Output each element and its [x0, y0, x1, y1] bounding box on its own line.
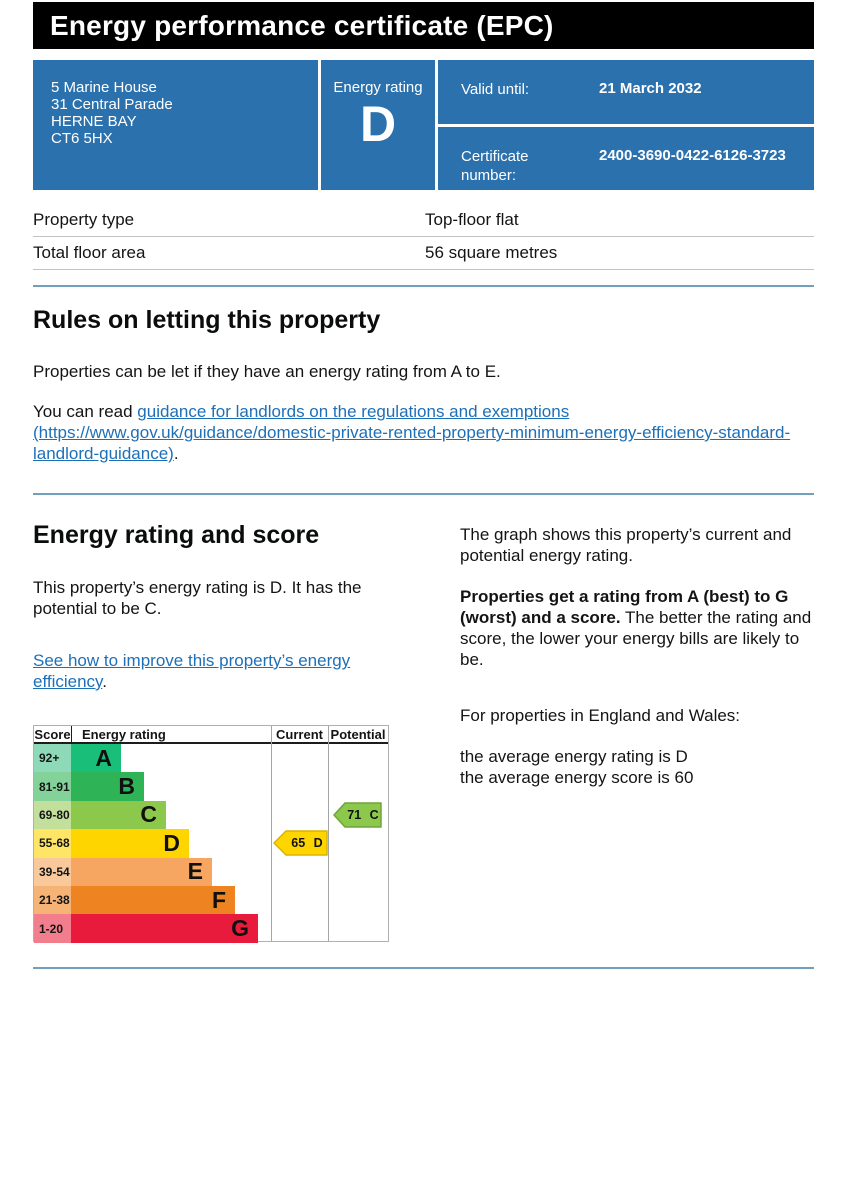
- rating-left-column: [33, 521, 428, 942]
- band-bar: [71, 772, 144, 800]
- address-line: 31 Central Parade: [51, 96, 173, 113]
- chart-header: [34, 726, 388, 744]
- potential-rating-arrow-icon: [333, 802, 382, 828]
- band-letter: C: [140, 801, 157, 828]
- current-rating-value: 65 D: [291, 836, 323, 850]
- epc-band-row-b: [34, 772, 388, 800]
- rules-link-suffix: .: [173, 444, 179, 463]
- certificate-details: [435, 60, 814, 190]
- band-score-range: 92+: [34, 744, 71, 772]
- rating-explainer-bold: Properties get a rating from A (best) to G (worst) and a score.: [460, 587, 789, 627]
- chart-gridline: [328, 726, 329, 941]
- band-bar: [71, 914, 258, 942]
- epc-band-row-a: [34, 744, 388, 772]
- address-line: CT6 5HX: [51, 130, 113, 147]
- valid-until-row: [438, 60, 814, 124]
- energy-rating-label: Energy rating: [333, 79, 423, 96]
- landlord-guidance-link[interactable]: guidance for landlords on the regulations and exemptions (https://www.gov.uk/guidance/domestic-private-rented-property-minimum-energy-efficiency-standard-landlord-guidance): [33, 402, 791, 463]
- epc-band-row-g: [34, 914, 388, 942]
- rating-explainer-paragraph: [460, 586, 814, 670]
- energy-rating-value: D: [359, 96, 397, 152]
- rules-paragraph: Properties can be let if they have an energy rating from A to E.: [33, 362, 501, 381]
- improve-link-suffix: .: [102, 672, 108, 691]
- band-bar: [71, 886, 235, 914]
- fact-value: Top-floor flat: [425, 210, 519, 229]
- chart-header-rating: Energy rating: [82, 726, 166, 742]
- average-rating-line: the average energy rating is D: [460, 747, 688, 766]
- band-score-range: 81-91: [34, 772, 71, 800]
- improve-paragraph: [33, 650, 428, 692]
- band-score-range: 1-20: [34, 914, 71, 942]
- rules-section: [33, 306, 814, 464]
- rating-summary-paragraph: This property’s energy rating is D. It has the potential to be C.: [33, 578, 362, 618]
- valid-until-value: 21 March 2032: [599, 80, 702, 97]
- address-line: 5 Marine House: [51, 79, 157, 96]
- chart-gridline: [271, 726, 272, 941]
- band-bar: [71, 801, 166, 829]
- fact-value: 56 square metres: [425, 243, 558, 262]
- section-divider: [33, 967, 814, 969]
- band-letter: E: [187, 858, 203, 885]
- certificate-number-value: 2400-3690-0422-6126-3723: [599, 146, 786, 164]
- energy-rating-section: [33, 521, 814, 942]
- band-letter: B: [118, 773, 135, 800]
- band-score-range: 21-38: [34, 886, 71, 914]
- graph-description-paragraph: The graph shows this property’s current and potential energy rating.: [460, 525, 792, 565]
- rules-link-prefix: You can read: [33, 402, 138, 421]
- band-letter: F: [211, 886, 226, 913]
- certificate-number-label: Certificate number:: [461, 147, 529, 184]
- epc-rating-chart: [33, 725, 389, 942]
- energy-rating-cell: [318, 60, 435, 190]
- chart-gridline: [71, 726, 72, 742]
- title-bar: [33, 2, 814, 49]
- band-letter: A: [95, 744, 112, 771]
- average-figures-paragraph: [460, 746, 814, 788]
- page-title: Energy performance certificate (EPC): [50, 9, 554, 41]
- table-row: [33, 237, 814, 270]
- valid-until-label: Valid until:: [461, 81, 530, 98]
- potential-rating-value: 71 C: [347, 808, 379, 822]
- section-divider: [33, 493, 814, 495]
- rules-heading: Rules on letting this property: [33, 306, 381, 334]
- epc-band-row-f: [34, 886, 388, 914]
- epc-band-row-e: [34, 858, 388, 886]
- band-score-range: 39-54: [34, 858, 71, 886]
- chart-header-potential: Potential: [330, 726, 386, 742]
- chart-header-current: Current: [276, 726, 323, 742]
- england-wales-paragraph: For properties in England and Wales:: [460, 706, 741, 725]
- rating-right-column: [460, 521, 814, 942]
- summary-box: [33, 60, 814, 190]
- table-row: [33, 204, 814, 237]
- epc-band-row-d: [34, 829, 388, 857]
- band-bar: [71, 829, 189, 857]
- band-score-range: 55-68: [34, 829, 71, 857]
- property-facts-table: [33, 204, 814, 270]
- certificate-number-row: [438, 124, 814, 191]
- chart-header-score: Score: [34, 726, 71, 742]
- band-letter: D: [163, 829, 180, 856]
- band-score-range: 69-80: [34, 801, 71, 829]
- fact-label: Property type: [33, 210, 135, 229]
- improve-efficiency-link[interactable]: See how to improve this property’s energy efficiency: [33, 651, 351, 691]
- property-address: [33, 60, 318, 190]
- rules-link-paragraph: [33, 401, 814, 464]
- address-line: HERNE BAY: [51, 113, 137, 130]
- rating-heading: Energy rating and score: [33, 521, 320, 549]
- rating-explainer-rest: The better the rating and score, the lower your energy bills are likely to be.: [460, 608, 812, 669]
- section-divider: [33, 285, 814, 287]
- band-letter: G: [231, 915, 249, 942]
- band-bar: [71, 858, 212, 886]
- average-score-line: the average energy score is 60: [460, 768, 694, 787]
- current-rating-arrow-icon: [273, 830, 328, 856]
- band-bar: [71, 744, 121, 772]
- fact-label: Total floor area: [33, 243, 146, 262]
